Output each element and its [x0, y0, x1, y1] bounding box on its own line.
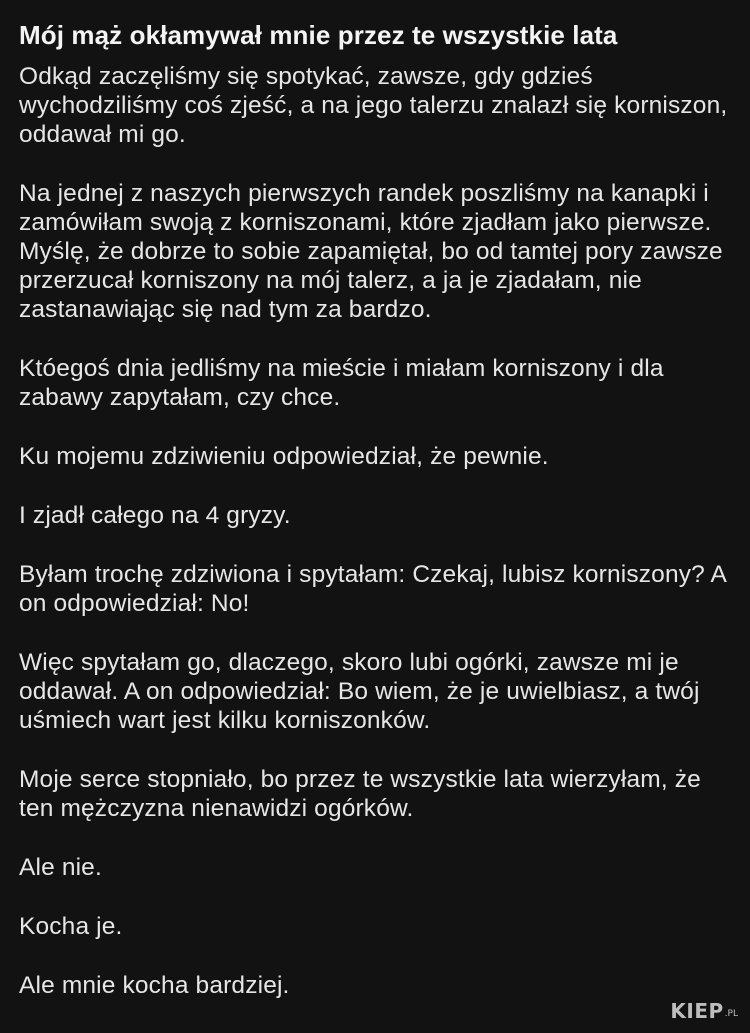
paragraph: Moje serce stopniało, bo przez te wszystkie lata wierzyłam, że ten mężczyzna nienawidzi ogórków. — [19, 766, 701, 822]
paragraph: Kocha je. — [19, 913, 123, 940]
kiep-watermark-logo — [670, 1001, 738, 1021]
paragraph: Ale mnie kocha bardziej. — [19, 972, 290, 999]
paragraph: Więc spytałam go, dlaczego, skoro lubi ogórki, zawsze mi je oddawał. A on odpowiedział: Bo wiem, że je uwielbiasz, a twój uśmiech wart jest kilku korniszonków. — [19, 649, 700, 734]
paragraph: Byłam trochę zdziwiona i spytałam: Czekaj, lubisz korniszony? A on odpowiedział: No! — [19, 561, 726, 617]
paragraph: Ale nie. — [19, 854, 102, 881]
paragraph: Ku mojemu zdziwieniu odpowiedział, że pewnie. — [19, 443, 549, 470]
watermark-domain-suffix: .PL — [724, 1009, 738, 1019]
paragraph: Odkąd zaczęliśmy się spotykać, zawsze, gdy gdzieś wychodziliśmy coś zjeść, a na jego talerzu znalazł się korniszon, oddawał mi go. — [19, 63, 728, 148]
post-title: Mój mąż okłamywał mnie przez te wszystkie lata — [19, 20, 618, 50]
watermark-main-text: KIEP — [670, 999, 724, 1023]
paragraph: I zjadł całego na 4 gryzy. — [19, 502, 291, 529]
paragraph: Któegoś dnia jedliśmy na mieście i miałam korniszony i dla zabawy zapytałam, czy chce. — [19, 355, 664, 411]
paragraph: Na jednej z naszych pierwszych randek poszliśmy na kanapki i zamówiłam swoją z korniszonami, które zjadłam jako pierwsze. Myślę, że dobrze to sobie zapamiętał, bo od tamtej pory zawsze przerzucał korniszony na mój talerz, a ja je zjadałam, nie zastanawiając się nad tym za bardzo. — [19, 180, 723, 323]
